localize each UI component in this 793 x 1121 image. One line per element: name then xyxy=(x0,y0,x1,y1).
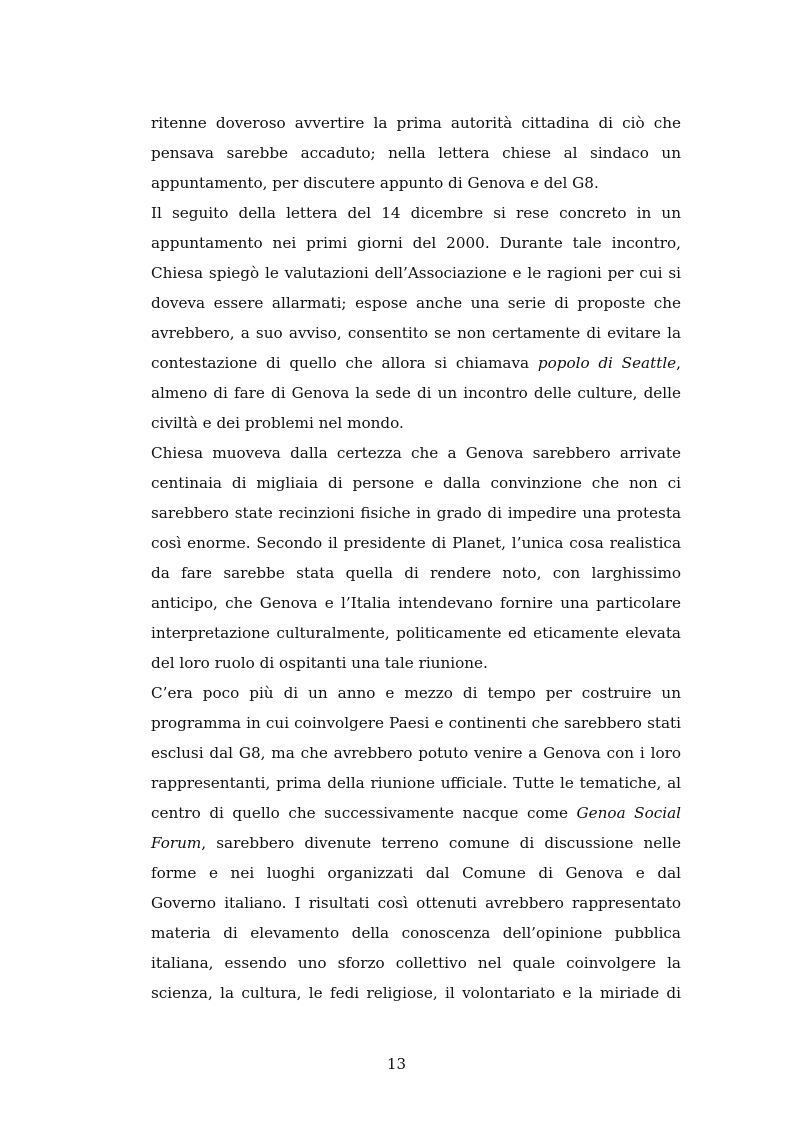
text-line: forme e nei luoghi organizzati dal Comune di Genova e dal xyxy=(151,864,681,882)
paragraph xyxy=(151,108,681,198)
body-text xyxy=(151,108,681,1008)
text-line: da fare sarebbe stata quella di rendere noto, con larghissimo xyxy=(151,564,681,582)
text-line: C’era poco più di un anno e mezzo di tempo per costruire un xyxy=(151,684,681,702)
text-line: avrebbero, a suo avviso, consentito se non certamente di evitare la xyxy=(151,324,681,342)
text-line: ritenne doveroso avvertire la prima autorità cittadina di ciò che xyxy=(151,114,681,132)
italic-term: Genoa Social xyxy=(576,804,681,822)
text-line xyxy=(151,828,681,858)
text-line xyxy=(151,798,681,828)
text-line: Il seguito della lettera del 14 dicembre si rese concreto in un xyxy=(151,204,681,222)
text-line: pensava sarebbe accaduto; nella lettera chiese al sindaco un xyxy=(151,144,681,162)
text-run: contestazione di quello che allora si chiamava xyxy=(151,354,538,372)
text-line: centinaia di migliaia di persone e dalla convinzione che non ci xyxy=(151,474,681,492)
text-line: rappresentanti, prima della riunione ufficiale. Tutte le tematiche, al xyxy=(151,774,681,792)
paragraph xyxy=(151,678,681,1008)
text-line: scienza, la cultura, le fedi religiose, il volontariato e la miriade di xyxy=(151,984,681,1002)
text-line xyxy=(151,348,681,378)
text-line: italiana, essendo uno sforzo collettivo nel quale coinvolgere la xyxy=(151,954,681,972)
text-line: sarebbero state recinzioni fisiche in grado di impedire una protesta xyxy=(151,504,681,522)
text-line: civiltà e dei problemi nel mondo. xyxy=(151,414,404,432)
text-line: Chiesa spiegò le valutazioni dell’Associazione e le ragioni per cui si xyxy=(151,264,681,282)
text-line: Governo italiano. I risultati così ottenuti avrebbero rappresentato xyxy=(151,894,681,912)
text-line: esclusi dal G8, ma che avrebbero potuto venire a Genova con i loro xyxy=(151,744,681,762)
text-run: , xyxy=(676,354,681,372)
text-run: , sarebbero divenute terreno comune di discussione nelle xyxy=(201,834,681,852)
text-line: appuntamento nei primi giorni del 2000. Durante tale incontro, xyxy=(151,234,681,252)
text-line: programma in cui coinvolgere Paesi e continenti che sarebbero stati xyxy=(151,714,681,732)
paragraph xyxy=(151,438,681,678)
text-line: almeno di fare di Genova la sede di un incontro delle culture, delle xyxy=(151,384,681,402)
text-line: Chiesa muoveva dalla certezza che a Genova sarebbero arrivate xyxy=(151,444,681,462)
italic-term: popolo di Seattle xyxy=(537,354,677,372)
text-line: appuntamento, per discutere appunto di Genova e del G8. xyxy=(151,174,599,192)
text-run: centro di quello che successivamente nacque come xyxy=(151,804,577,822)
text-line: interpretazione culturalmente, politicamente ed eticamente elevata xyxy=(151,624,681,642)
text-line: doveva essere allarmati; espose anche una serie di proposte che xyxy=(151,294,681,312)
paragraph xyxy=(151,198,681,438)
italic-term: Forum xyxy=(151,834,202,852)
text-line: così enorme. Secondo il presidente di Planet, l’unica cosa realistica xyxy=(151,534,681,552)
text-line: del loro ruolo di ospitanti una tale riunione. xyxy=(151,654,488,672)
page-number: 13 xyxy=(386,1055,407,1073)
text-line: anticipo, che Genova e l’Italia intendevano fornire una particolare xyxy=(151,594,681,612)
text-line: materia di elevamento della conoscenza dell’opinione pubblica xyxy=(151,924,681,942)
